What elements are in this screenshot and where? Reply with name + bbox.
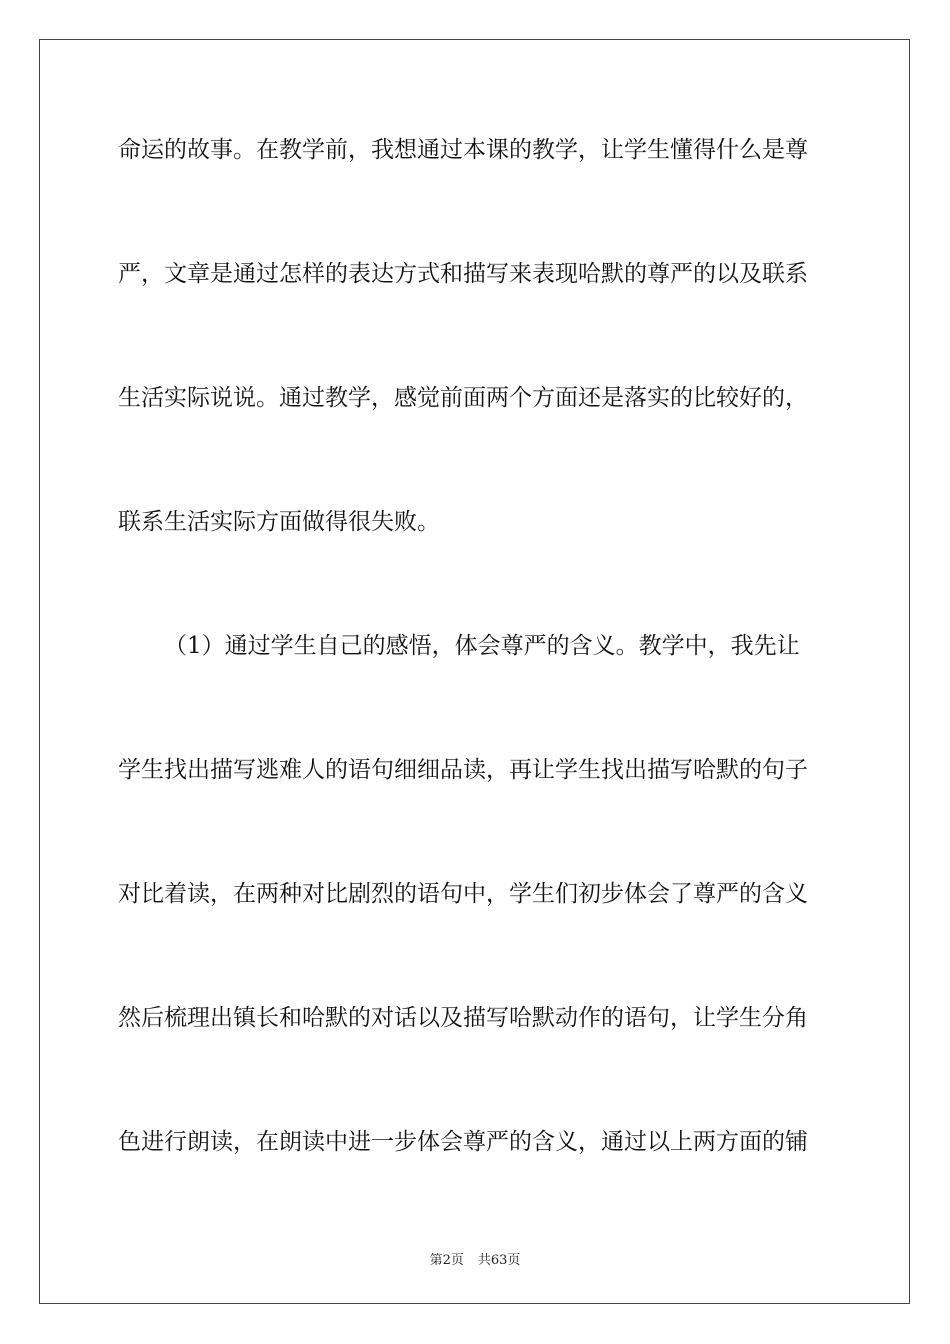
page-border (39, 39, 910, 1304)
body-text-line: 对比着读，在两种对比剧烈的语句中，学生们初步体会了尊严的含义 (118, 881, 808, 907)
body-text-line: 学生找出描写逃难人的语句细细品读，再让学生找出描写哈默的句子 (118, 757, 808, 783)
page-total: 共63页 (477, 1253, 521, 1268)
paragraph-first-line: （1）通过学生自己的感悟，体会尊严的含义。教学中，我先让 (164, 633, 800, 659)
body-text-line: 联系生活实际方面做得很失败。 (118, 509, 440, 535)
body-text-line: 严，文章是通过怎样的表达方式和描写来表现哈默的尊严的以及联系 (118, 261, 808, 287)
body-text-line: 然后梳理出镇长和哈默的对话以及描写哈默动作的语句，让学生分角 (118, 1005, 808, 1031)
body-text-line: 生活实际说说。通过教学，感觉前面两个方面还是落实的比较好的， (118, 385, 808, 411)
body-text-line: 命运的故事。在教学前，我想通过本课的教学，让学生懂得什么是尊 (118, 137, 808, 163)
body-text-line: 色进行朗读，在朗读中进一步体会尊严的含义，通过以上两方面的铺 (118, 1129, 808, 1155)
page-number: 第2页 (429, 1253, 464, 1268)
page-footer (0, 1249, 950, 1268)
